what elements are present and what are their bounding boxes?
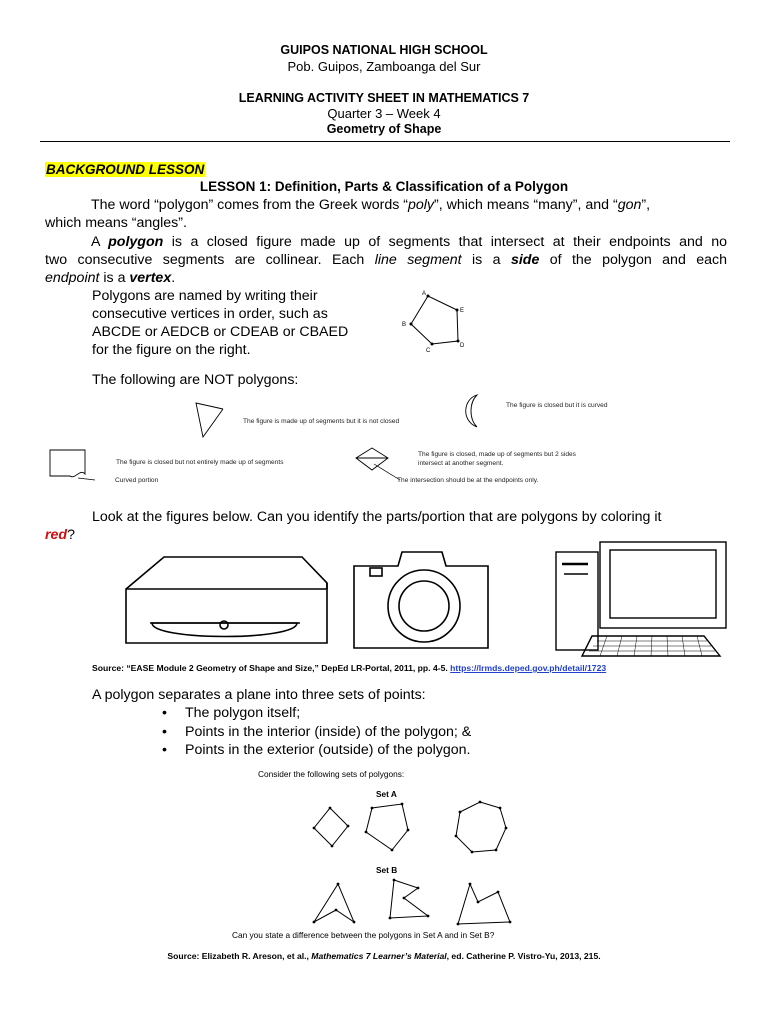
vertex-label-d: D [460,343,465,349]
para3-line2: consecutive vertices in order, such as [92,306,328,322]
pentagon-abcde-figure [398,286,478,358]
camera-figure [352,548,492,651]
caption-intersect: The figure is closed, made up of segments but 2 sides [418,451,576,458]
para2-line1: A polygon is a closed figure made up of segments that intersect at their endpoints and no [91,234,728,250]
caption-not-closed: The figure is made up of segments but it is not closed [243,418,400,425]
identify-line1: Look at the figures below. Can you identify the parts/portion that are polygons by coloring it [92,509,662,525]
set-a-label: Set A [376,789,397,799]
identify-line2: red? [45,527,75,543]
lesson-title: LESSON 1: Definition, Parts & Classification of a Polygon [199,179,569,194]
separates-intro: A polygon separates a plane into three sets of points: [92,687,426,703]
computer-figure [552,540,730,658]
list-item: • The polygon itself; [158,704,471,723]
school-address: Pob. Guipos, Zamboanga del Sur [287,59,481,74]
source-1-link[interactable]: https://lrmds.deped.gov.ph/detail/1723 [450,663,607,673]
sheet-title: LEARNING ACTIVITY SHEET IN MATHEMATICS 7 [238,91,530,105]
para3-line1: Polygons are named by writing their [92,288,318,304]
source-2: Source: Elizabeth R. Areson, et al., Mathematics 7 Learner’s Material, ed. Catherine P. Vistro-Yu, 2013, 215. [167,951,601,961]
para1-line1: The word “polygon” comes from the Greek words “poly”, which means “many”, and “gon”, [91,197,651,213]
set-b-label: Set B [376,865,398,875]
background-lesson-label: BACKGROUND LESSON [46,162,205,177]
header-divider [40,141,730,142]
cd-drive-figure [122,553,332,648]
list-item: • Points in the interior (inside) of the polygon; & [158,723,471,742]
vertex-label-e: E [460,308,465,314]
caption-not-segments: The figure is closed but not entirely made up of segments [116,459,284,466]
caption-curved-portion: Curved portion [115,477,159,484]
source-1: Source: “EASE Module 2 Geometry of Shape and Size,” DepEd LR-Portal, 2011, pp. 4-5. https://lrmds.deped.gov.ph/detail/1723 [92,663,607,673]
caption-intersect-2: intersect at another segment. [418,460,504,467]
para1-line2: which means “angles”. [45,215,187,231]
set-a-polygons [310,798,520,860]
vertex-label-b: B [402,322,407,328]
intersecting-figure-icon [352,444,402,484]
caption-curved: The figure is closed but it is curved [506,402,608,409]
set-b-polygons [312,878,512,928]
caption-endpoints-only: The intersection should be at the endpoints only. [397,477,539,484]
vertex-label-c: C [426,348,431,354]
quarter-week: Quarter 3 – Week 4 [327,106,441,121]
para2-line2: two consecutive segments are collinear. Each line segment is a side of the polygon and each [45,252,728,268]
vertex-label-a: A [422,291,427,297]
sets-question: Can you state a difference between the polygons in Set A and in Set B? [232,930,495,940]
open-figure-icon [193,399,227,439]
crescent-figure-icon [455,391,485,431]
para3-line4: for the figure on the right. [92,342,251,358]
para3-line3: ABCDE or AEDCB or CDEAB or CBAED [92,324,349,340]
sets-intro: Consider the following sets of polygons: [258,769,405,779]
list-item: • Points in the exterior (outside) of the polygon. [158,741,471,760]
separates-list [158,704,471,760]
topic-title: Geometry of Shape [326,122,442,136]
curved-side-figure-icon [45,446,115,486]
para2-line3: endpoint is a vertex. [45,270,176,286]
not-polygons-intro: The following are NOT polygons: [92,372,299,388]
school-name: GUIPOS NATIONAL HIGH SCHOOL [280,43,488,57]
